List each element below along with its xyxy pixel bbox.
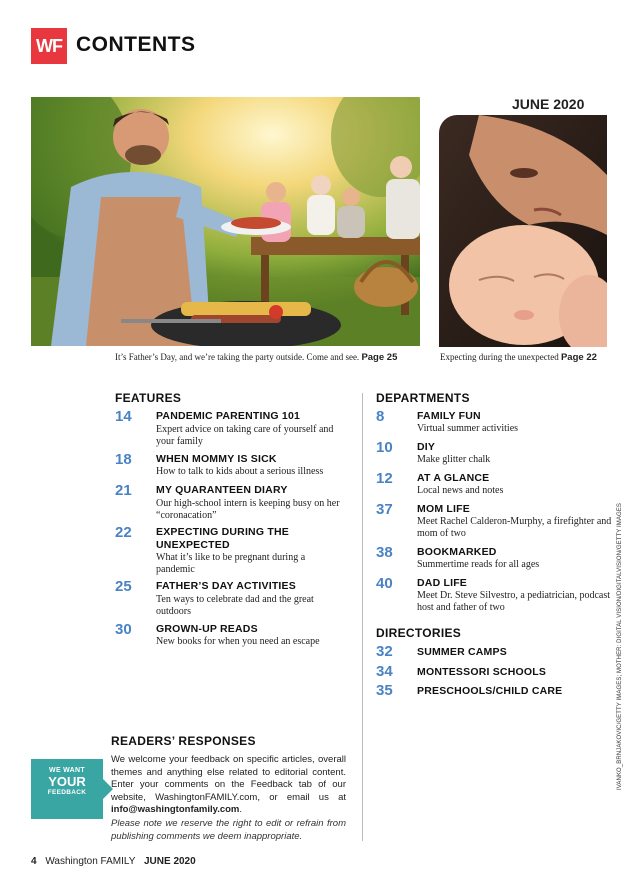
footer-month: JUNE 2020 <box>143 856 196 867</box>
fathers-day-photo <box>31 97 420 346</box>
mother-baby-photo <box>439 115 607 347</box>
departments-heading: DEPARTMENTS <box>376 391 470 405</box>
feature-title: WHEN MOMMY IS SICK <box>156 453 277 465</box>
badge-line-2: YOUR <box>48 774 86 789</box>
department-title: DIY <box>417 441 436 453</box>
department-title: MOM LIFE <box>417 503 470 515</box>
features-heading: FEATURES <box>115 391 182 405</box>
department-desc: Summertime reads for all ages <box>417 559 540 570</box>
wf-logo: WF <box>31 28 67 64</box>
badge-line-3: FEEDBACK <box>47 789 87 796</box>
directory-item[interactable] <box>376 682 636 700</box>
footer-page-number: 4 <box>31 856 37 867</box>
page-title: CONTENTS <box>76 33 196 56</box>
page-number: 34 <box>376 663 393 680</box>
department-desc: Local news and notes <box>417 485 504 496</box>
feature-title: GROWN-UP READS <box>156 623 258 635</box>
department-title: BOOKMARKED <box>417 546 497 558</box>
directory-item[interactable] <box>376 643 636 661</box>
department-desc: Virtual summer activities <box>417 423 519 434</box>
readers-body-text: We welcome your feedback on specific articles, overall themes and anything else related to editorial content. Enter your comments on the Feedback tab of our website, WashingtonFAMILY.com, or email us at <box>111 754 346 803</box>
department-title: AT A GLANCE <box>417 472 490 484</box>
page-number: 32 <box>376 643 393 660</box>
directory-title: SUMMER CAMPS <box>417 646 507 658</box>
photo-credit: IVANKO_BRNJAKOVIC/GETTY IMAGES; MOTHER: DIGITAL VISION/DIGITALVISION/GETTY IMAGES <box>617 503 623 790</box>
page-number: 40 <box>376 575 393 592</box>
department-title: DAD LIFE <box>417 577 468 589</box>
badge-line-1: WE WANT <box>49 767 85 774</box>
feature-desc: Our high-school intern is keeping busy on her “coronacation” <box>156 498 340 521</box>
department-desc: Make glitter chalk <box>417 454 491 465</box>
feedback-email-link[interactable]: info@washingtonfamily.com <box>111 804 240 816</box>
page-number: 38 <box>376 544 393 561</box>
page-number: 30 <box>115 621 132 638</box>
readers-responses-heading: READERS’ RESPONSES <box>111 734 256 748</box>
page-number: 22 <box>115 524 132 541</box>
page-number: 18 <box>115 451 132 468</box>
main-caption-page: Page 25 <box>361 352 398 363</box>
main-caption-text: It’s Father’s Day, and we’re taking the party outside. Come and see. <box>115 352 360 362</box>
department-desc: Meet Dr. Steve Silvestro, a pediatrician, podcast host and father of two <box>417 590 611 613</box>
side-caption-text: Expecting during the unexpected <box>440 352 559 362</box>
directories-heading: DIRECTORIES <box>376 626 462 640</box>
main-photo-caption <box>115 352 397 363</box>
page-number: 12 <box>376 470 393 487</box>
readers-responses-body <box>111 754 346 817</box>
body-end: . <box>239 804 243 816</box>
feature-title: PANDEMIC PARENTING 101 <box>156 410 301 422</box>
page-number: 35 <box>376 682 393 699</box>
page-number: 8 <box>376 408 385 425</box>
directory-item[interactable] <box>376 663 636 681</box>
readers-note: Please note we reserve the right to edit or refrain from publishing comments we deem inappropriate. <box>111 818 346 842</box>
feature-title: FATHER’S DAY ACTIVITIES <box>156 580 296 592</box>
footer-magazine: Washington FAMILY <box>45 856 136 867</box>
feature-desc: Expert advice on taking care of yourself and your family <box>156 424 334 447</box>
feature-desc: How to talk to kids about a serious illness <box>156 466 324 477</box>
page-footer <box>31 856 196 867</box>
department-title: FAMILY FUN <box>417 410 481 422</box>
directory-title: MONTESSORI SCHOOLS <box>417 666 547 678</box>
page-number: 25 <box>115 578 132 595</box>
side-caption-page: Page 22 <box>560 352 597 363</box>
page-number: 14 <box>115 408 132 425</box>
feedback-badge[interactable] <box>31 759 103 819</box>
side-photo-caption <box>440 352 597 363</box>
feature-title: EXPECTING DURING THE UNEXPECTED <box>156 526 289 551</box>
page-number: 10 <box>376 439 393 456</box>
directory-title: PRESCHOOLS/CHILD CARE <box>417 685 563 697</box>
feature-title: MY QUARANTEEN DIARY <box>156 484 288 496</box>
department-desc: Meet Rachel Calderon-Murphy, a firefighter and mom of two <box>417 516 612 539</box>
feature-desc: What it’s like to be pregnant during a pandemic <box>156 552 306 575</box>
issue-date: JUNE 2020 <box>512 96 585 112</box>
feature-desc: New books for when you need an escape <box>156 636 320 647</box>
feature-desc: Ten ways to celebrate dad and the great outdoors <box>156 594 314 617</box>
page-number: 37 <box>376 501 393 518</box>
page-number: 21 <box>115 482 132 499</box>
column-divider <box>362 393 363 841</box>
